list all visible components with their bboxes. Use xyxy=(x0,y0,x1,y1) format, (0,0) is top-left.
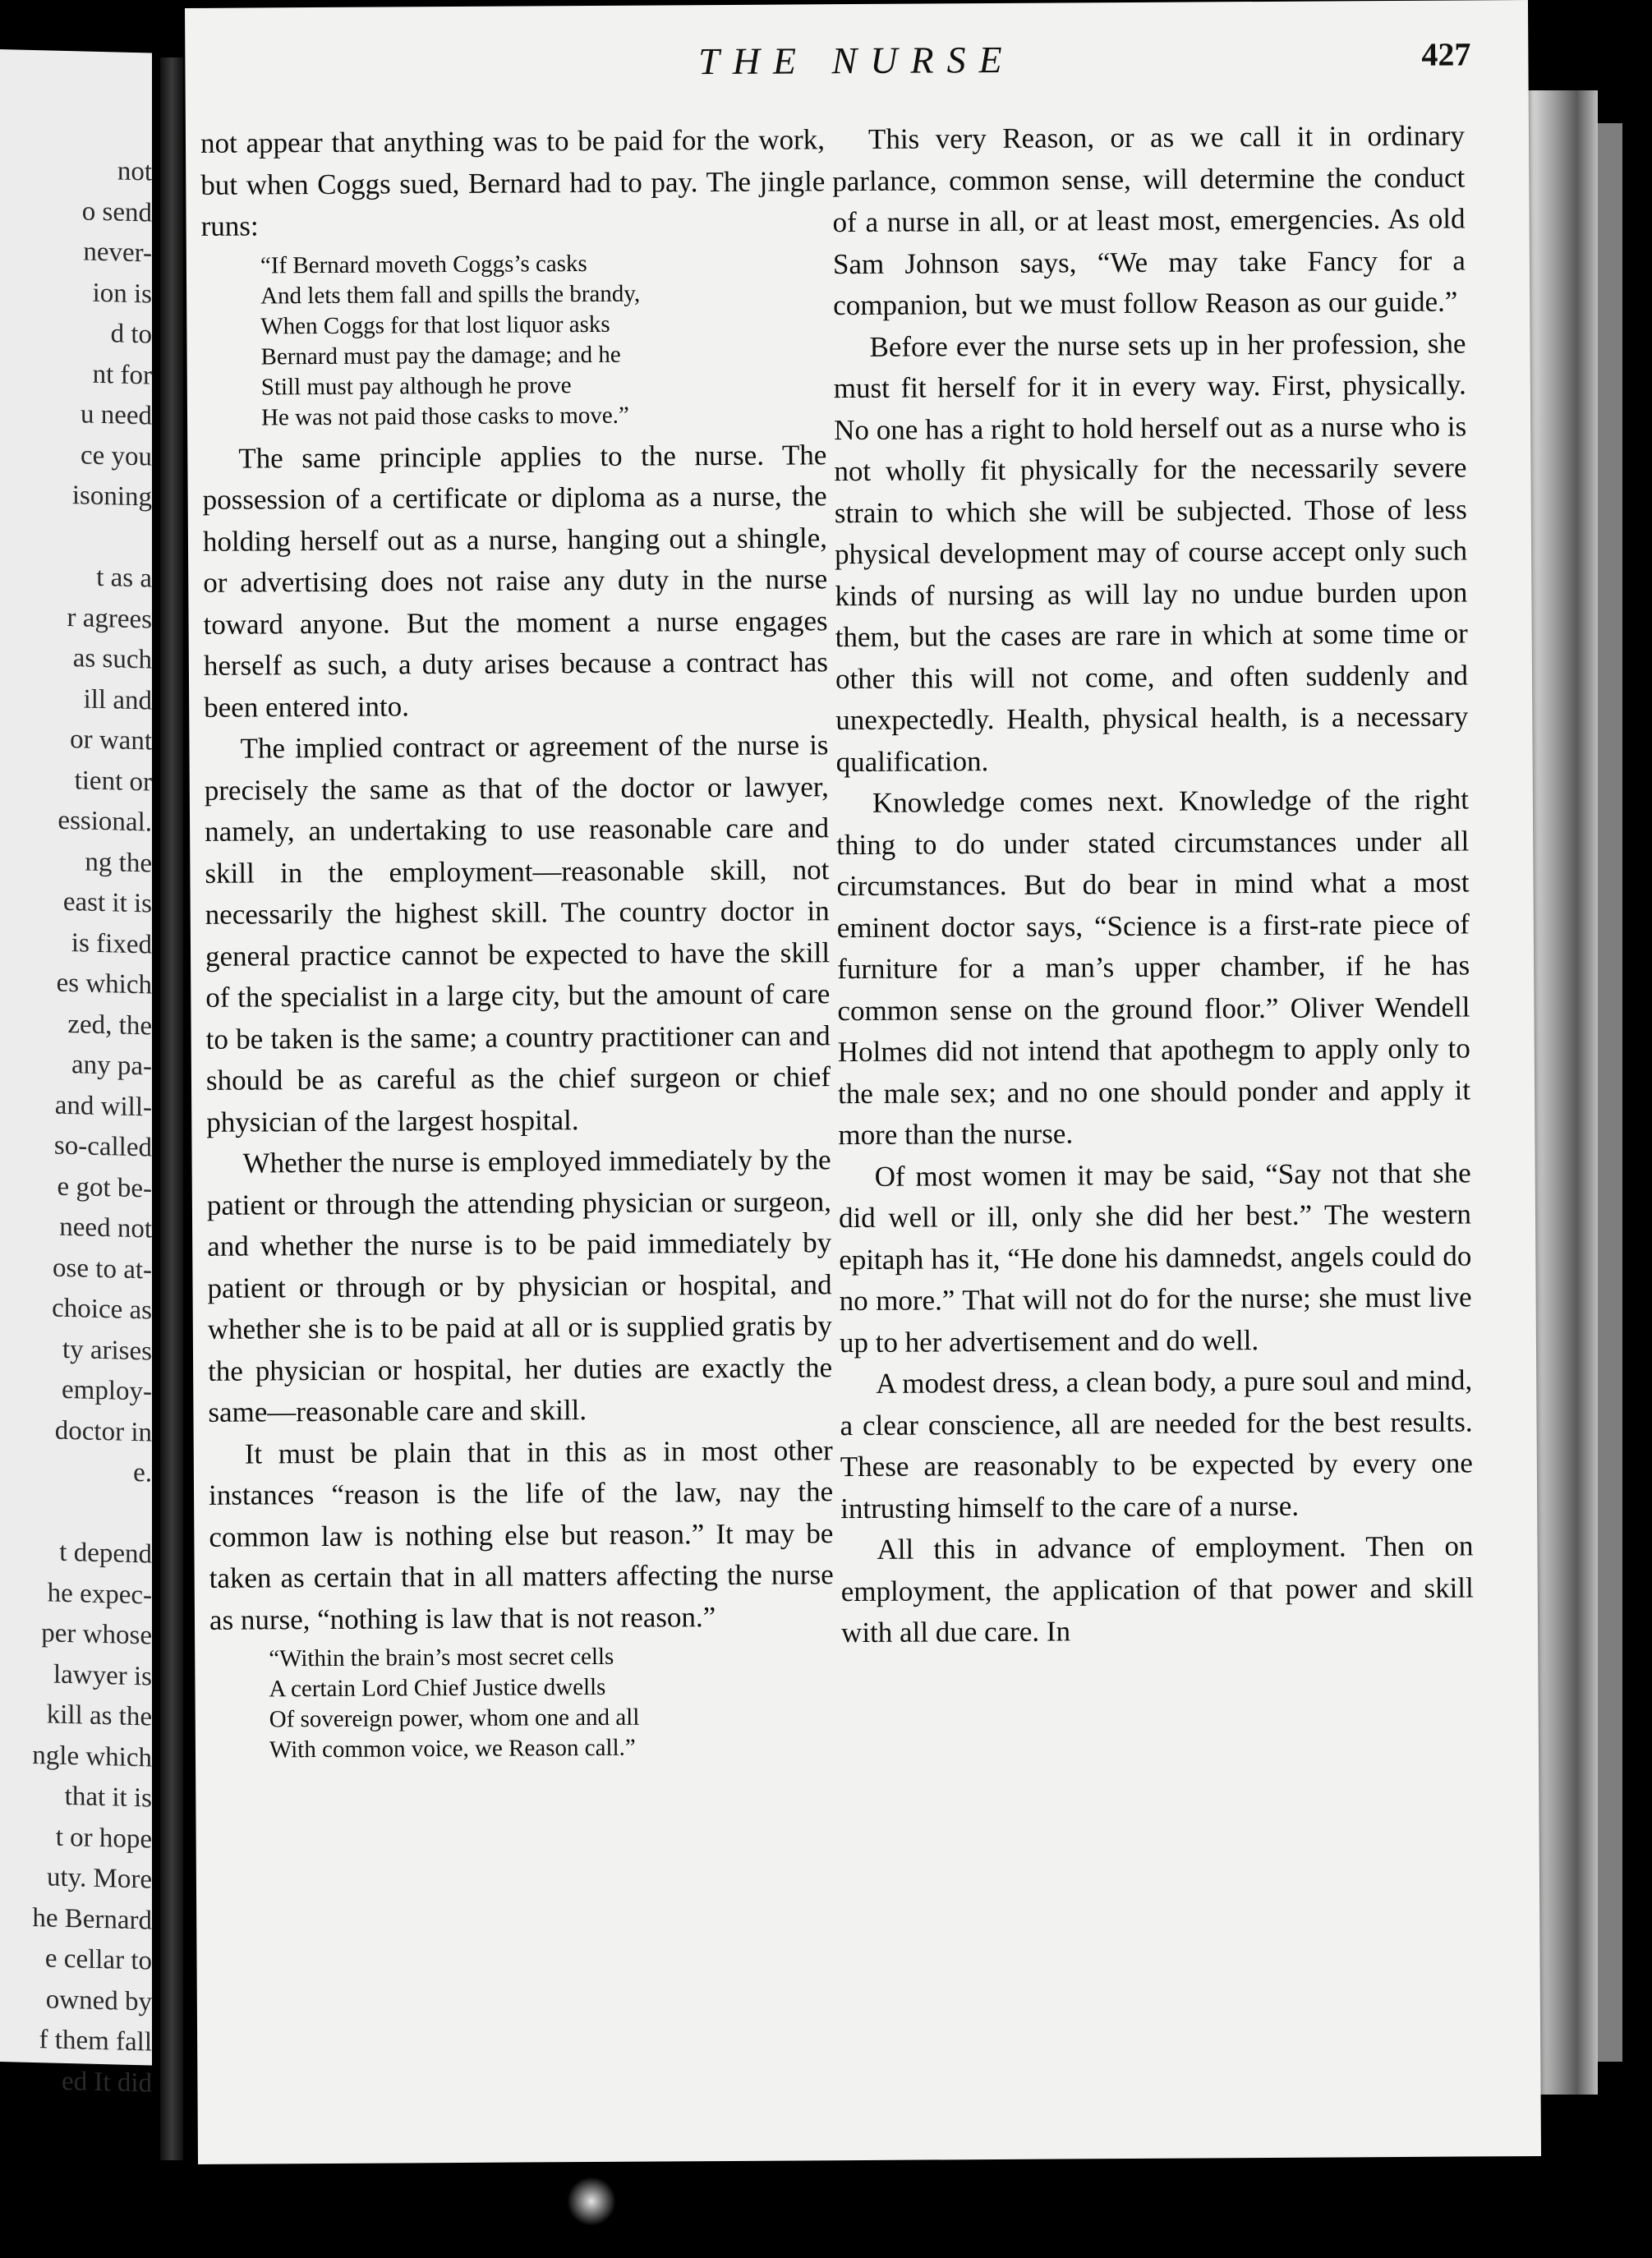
margin-fragment: never- xyxy=(83,237,152,269)
margin-fragment: uty. More xyxy=(46,1862,152,1895)
margin-fragment: t as a xyxy=(96,562,152,594)
margin-fragment: is fixed xyxy=(71,927,152,960)
scan-glare xyxy=(567,2177,616,2226)
margin-fragment: ill and xyxy=(83,683,152,716)
paragraph: Knowledge comes next. Knowledge of the right thing to do under stated circumstances under all circumstances. But do bear in mind what a most eminent doctor says, “Science is a first-rate piece of furniture for a man’s upper chamber, if he has common sense on the ground floor.” Oliver Wendell Holmes did not intend that apothegm to apply only to the male sex; and no one should ponder and apply it more than the nurse. xyxy=(836,783,1471,1152)
margin-fragment: he Bernard xyxy=(32,1902,152,1936)
margin-fragment: any pa- xyxy=(71,1050,152,1082)
margin-fragment: doctor in xyxy=(54,1415,152,1448)
margin-fragment: isoning xyxy=(71,481,152,513)
verse-line: Still must pay although he prove xyxy=(260,371,572,400)
verse-line: A certain Lord Chief Justice dwells xyxy=(269,1673,606,1703)
margin-fragment: or want xyxy=(70,724,152,756)
margin-fragment: he expec- xyxy=(47,1577,152,1611)
margin-fragment: u need xyxy=(80,399,152,431)
margin-fragment: ion is xyxy=(92,278,152,310)
verse-line: When Coggs for that lost liquor asks xyxy=(260,310,610,339)
paragraph: The implied contract or agreement of the nurse is precisely the same as that of the doctor or lawyer, namely, an undertaking to use reasonable care and skill in the employment—reasonable skill, not necessarily the highest skill. The country doctor in general practice cannot be expected to have the skill of the specialist in a large city, but the amount of care to be taken is the same; a country practitioner can and should be as careful as the chief surgeon or chief physician of the largest hospital. xyxy=(204,729,831,1138)
page-edge-shadow xyxy=(1598,123,1622,2062)
margin-fragment: per whose xyxy=(41,1618,152,1651)
previous-page-fragment xyxy=(0,49,152,2099)
margin-fragment: so-called xyxy=(53,1130,152,1163)
margin-fragment: lawyer is xyxy=(53,1659,152,1692)
paragraph: Before ever the nurse sets up in her profession, she must fit herself for it in every way. First, physically. No one has a right to hold herself out as a nurse who is not wholly fit physically for the necessarily severe strain to which she will be subjected. Those of less physical development may of course accept only such kinds of nursing as will lay no undue burden upon them, but the cases are rare in which at some time or other this will not come, and often suddenly and unexpectedly. Health, physical health, is a necessary qualification. xyxy=(833,326,1469,778)
page-number: 427 xyxy=(1421,35,1471,73)
margin-fragment: and will- xyxy=(54,1090,152,1123)
margin-fragment: owned by xyxy=(45,1984,152,2017)
margin-fragment: ed It did xyxy=(62,2066,152,2099)
margin-fragment: as such xyxy=(72,643,152,675)
margin-fragment: ng the xyxy=(85,847,152,879)
margin-fragment: r agrees xyxy=(67,602,152,635)
margin-fragment: ty arises xyxy=(62,1334,152,1367)
margin-fragment: essional. xyxy=(58,805,152,838)
margin-fragment: ose to at- xyxy=(53,1253,152,1285)
verse-line: “If Bernard moveth Coggs’s casks xyxy=(260,250,587,278)
margin-fragment: east it is xyxy=(62,886,152,919)
paragraph: Of most women it may be said, “Say not that she did well or ill, only she did her best.” The western epitaph has it, “He done his damnedst, angels could do no more.” That will not do for the nurse; she must live up to her advertisement and do well. xyxy=(838,1156,1472,1359)
margin-fragment: choice as xyxy=(52,1293,152,1326)
margin-fragment: es which xyxy=(56,968,152,1000)
margin-fragment: t depend xyxy=(59,1537,152,1570)
verse-line: With common voice, we Reason call.” xyxy=(269,1734,636,1764)
margin-fragment: not xyxy=(117,156,152,187)
left-column xyxy=(200,119,835,1771)
running-head: THE NURSE xyxy=(698,38,1015,83)
margin-fragment: ngle which xyxy=(32,1740,152,1773)
book-page xyxy=(185,0,1541,2164)
margin-fragment: that it is xyxy=(64,1781,152,1814)
margin-fragment: need not xyxy=(59,1212,152,1244)
paragraph: A modest dress, a clean body, a pure soul and mind, a clear conscience, all are needed for the best results. These are reasonably to be expected by every one intrusting himself to the care of a nurse. xyxy=(840,1364,1473,1524)
paragraph: All this in advance of employment. Then on employment, the application of that power and skill with all due care. In xyxy=(840,1529,1474,1649)
margin-fragment: e cellar to xyxy=(44,1943,152,1976)
verse-line: “Within the brain’s most secret cells xyxy=(269,1643,614,1672)
margin-fragment: nt for xyxy=(92,359,152,391)
verse-coggs xyxy=(260,247,826,433)
verse-reason xyxy=(269,1640,835,1765)
margin-fragment: tient or xyxy=(74,765,152,798)
paragraph: not appear that anything was to be paid for the work, but when Coggs sued, Bernard had to pay. The jingle runs: xyxy=(200,123,826,242)
verse-line: And lets them fall and spills the brandy, xyxy=(260,280,641,309)
book-gutter xyxy=(160,57,183,2160)
paragraph: The same principle applies to the nurse. The possession of a certificate or diploma as a nurse, the holding herself out as a nurse, hanging out a shingle, or advertising does not raise any duty in the nurse toward anyone. But the moment a nurse engages herself as such, a duty arises because a contract has been entered into. xyxy=(202,438,828,724)
paragraph: This very Reason, or as we call it in ordinary parlance, common sense, will determine the conduct of a nurse in all, or at least most, emergencies. As old Sam Johnson says, “We may take Fancy for a companion, but we must follow Reason as our guide.” xyxy=(832,119,1466,322)
margin-fragment: zed, the xyxy=(67,1009,152,1042)
margin-fragment: f them fall xyxy=(39,2025,152,2058)
margin-fragment: t or hope xyxy=(55,1822,152,1855)
margin-fragment: e got be- xyxy=(57,1171,152,1204)
margin-fragment: o send xyxy=(81,195,152,228)
paragraph: Whether the nurse is employed immediately by the patient or through the attending physician or surgeon, and whether the nurse is to be paid immediately by patient or through or by physician or hospital, and whether she is to be paid at all or is supplied gratis by the physician or hospital, her duties are exactly the same—reasonable care and skill. xyxy=(206,1143,833,1428)
verse-line: Bernard must pay the damage; and he xyxy=(260,341,621,370)
margin-fragment: employ- xyxy=(62,1374,152,1407)
verse-line: He was not paid those casks to move.” xyxy=(260,402,629,430)
verse-line: Of sovereign power, whom one and all xyxy=(269,1704,640,1733)
right-column xyxy=(832,115,1474,1653)
margin-fragment: kill as the xyxy=(46,1699,152,1732)
paragraph: It must be plain that in this as in most other instances “reason is the life of the law, nay the common law is nothing else but reason.” It may be taken as certain that in all matters affecting the nurse as nurse, “nothing is law that is not reason.” xyxy=(208,1433,834,1636)
margin-fragment: d to xyxy=(110,319,152,350)
margin-fragment: e. xyxy=(133,1457,152,1488)
margin-fragment: ce you xyxy=(80,439,152,472)
